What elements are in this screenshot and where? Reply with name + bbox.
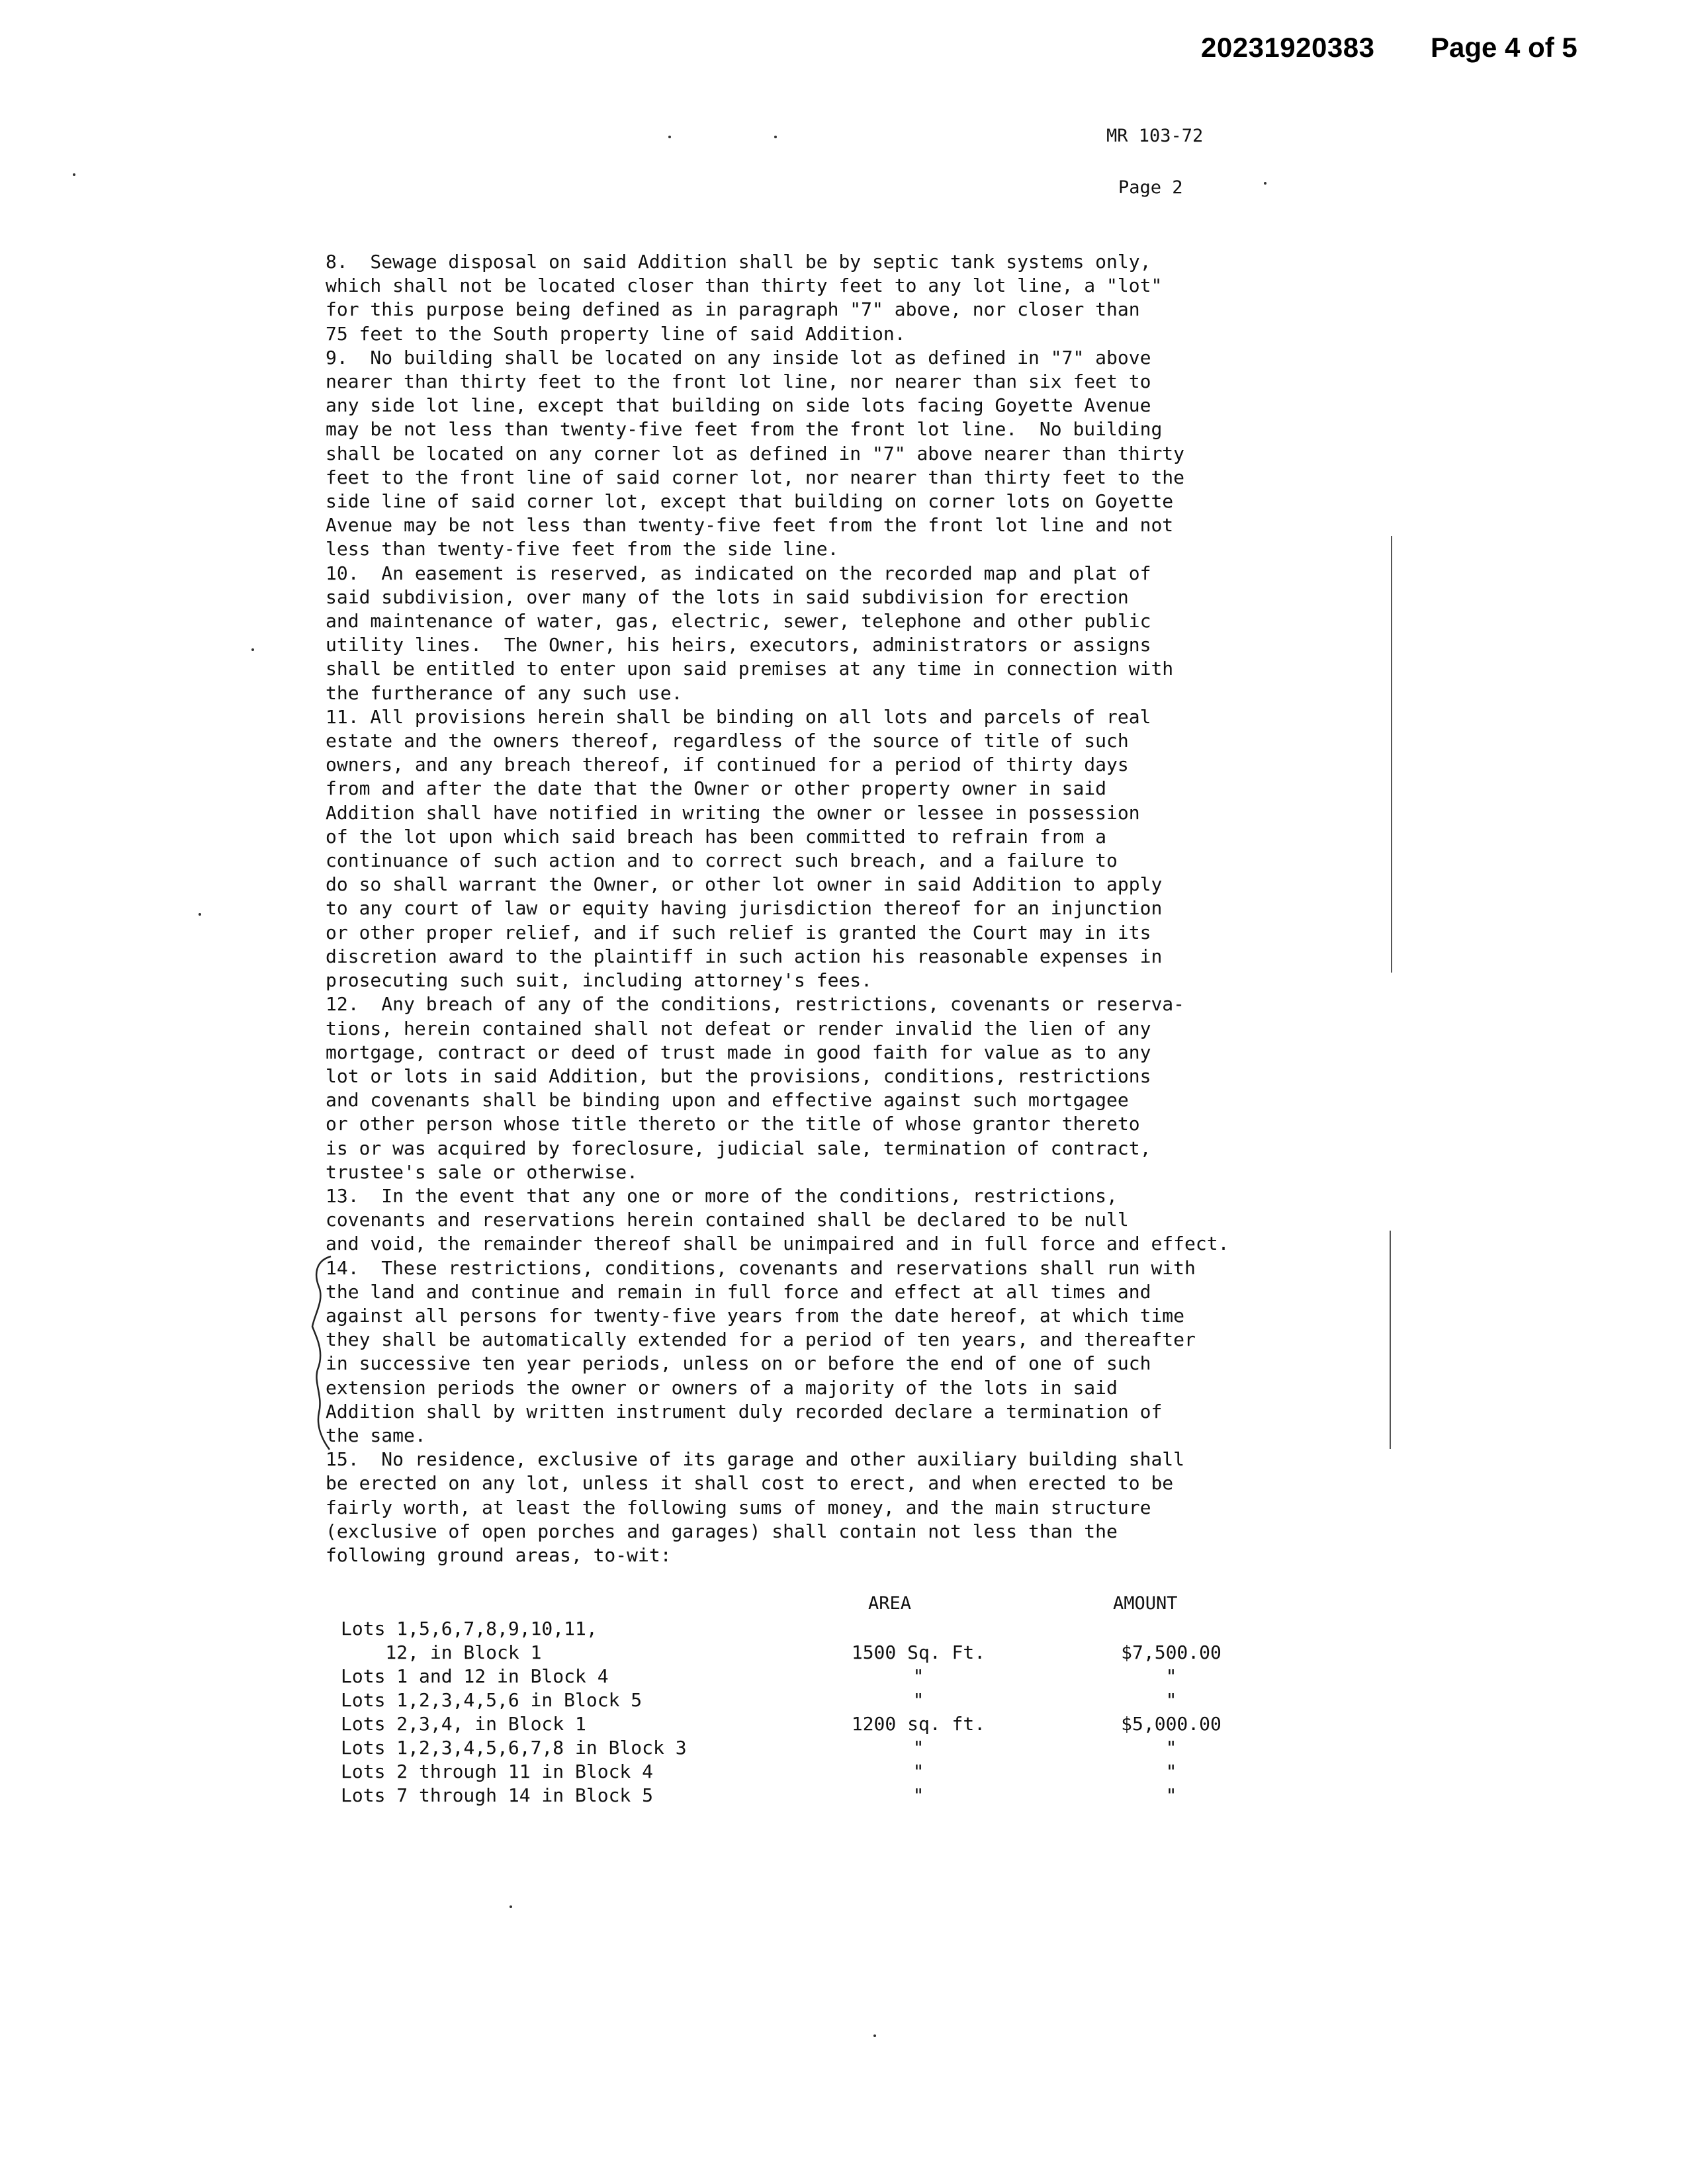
paragraph-line: the furtherance of any such use. (326, 681, 683, 704)
paragraph-line: estate and the owners thereof, regardless of the source of title of such (326, 730, 1129, 752)
paragraph-line: be erected on any lot, unless it shall cost to erect, and when erected to be (326, 1472, 1174, 1495)
paragraph-line: extension periods the owner or owners of a majority of the lots in said (326, 1376, 1118, 1399)
amount-cell: $5,000.00 (1121, 1713, 1222, 1735)
paragraph-line: shall be entitled to enter upon said premises at any time in connection with (326, 658, 1174, 680)
margin-line (1390, 1231, 1391, 1449)
recording-page-count: Page 4 of 5 (1431, 32, 1577, 63)
paragraph-line: tions, herein contained shall not defeat or render invalid the lien of any (326, 1017, 1151, 1039)
paragraph-line: against all persons for twenty-five years from the date hereof, at which time (326, 1304, 1185, 1327)
paragraph-line: Addition shall have notified in writing the owner or lessee in possession (326, 801, 1140, 824)
paragraph-line: Addition shall by written instrument duly recorded declare a termination of (326, 1400, 1163, 1422)
paragraph-line: said subdivision, over many of the lots in said subdivision for erection (326, 586, 1129, 608)
area-cell: " (912, 1761, 924, 1782)
paragraph-line: do so shall warrant the Owner, or other lot owner in said Addition to apply (326, 873, 1163, 896)
paragraph-line: the same. (326, 1424, 426, 1446)
amount-cell: " (1165, 1665, 1177, 1687)
paragraph-line: and maintenance of water, gas, electric, sewer, telephone and other public (326, 610, 1151, 633)
paragraph-line: or other proper relief, and if such relief is granted the Court may in its (326, 921, 1151, 943)
paragraph-line: less than twenty-five feet from the side line. (326, 538, 839, 560)
paragraph-line: they shall be automatically extended for a period of ten years, and thereafter (326, 1329, 1196, 1351)
scan-speck (873, 2034, 876, 2037)
paragraph-8 (326, 250, 1345, 346)
area-cell: " (912, 1689, 924, 1711)
paragraph-line: from and after the date that the Owner or other property owner in said (326, 777, 1107, 800)
paragraph-line: following ground areas, to-wit: (326, 1544, 672, 1566)
paragraph-line: covenants and reservations herein contained shall be declared to be null (326, 1209, 1129, 1231)
paragraph-line: the land and continue and remain in full force and effect at all times and (326, 1280, 1151, 1303)
paragraph-line: mortgage, contract or deed of trust made in good faith for value as to any (326, 1041, 1151, 1063)
paragraph-line: utility lines. The Owner, his heirs, executors, administrators or assigns (326, 634, 1151, 656)
paragraph-line: trustee's sale or otherwise. (326, 1160, 639, 1183)
paragraph-line: to any court of law or equity having jurisdiction thereof for an injunction (326, 897, 1163, 920)
amount-cell: " (1165, 1737, 1177, 1759)
paragraph-line: nearer than thirty feet to the front lot line, nor nearer than six feet to (326, 371, 1151, 393)
paragraph-line: fairly worth, at least the following sums of money, and the main structure (326, 1496, 1151, 1518)
paragraph-line: feet to the front line of said corner lot, nor nearer than thirty feet to the (326, 466, 1185, 488)
scan-speck (251, 648, 254, 651)
area-cell: 1200 sq. ft. (851, 1713, 986, 1735)
paragraph-line: or other person whose title thereto or the title of whose grantor thereto (326, 1113, 1140, 1135)
paragraph-line: 9. No building shall be located on any inside lot as defined in "7" above (326, 346, 1151, 369)
paragraph-line: any side lot line, except that building on side lots facing Goyette Avenue (326, 394, 1151, 417)
area-cell: " (912, 1784, 924, 1806)
lots-cell: Lots 1,5,6,7,8,9,10,11, (341, 1618, 598, 1639)
paragraph-11 (326, 705, 1345, 992)
paragraph-line: Avenue may be not less than twenty-five feet from the front lot line and not (326, 514, 1174, 537)
scan-speck (510, 1905, 512, 1908)
amount-cell: " (1165, 1689, 1177, 1711)
paragraph-line: which shall not be located closer than thirty feet to any lot line, a "lot" (326, 275, 1163, 297)
scan-speck (1264, 182, 1266, 185)
area-cell: " (912, 1665, 924, 1687)
lots-cell: 12, in Block 1 (341, 1641, 542, 1663)
lots-cell: Lots 1,2,3,4,5,6,7,8 in Block 3 (341, 1737, 687, 1759)
lots-cell: Lots 2,3,4, in Block 1 (341, 1713, 586, 1735)
paragraph-14 (326, 1256, 1345, 1448)
paragraph-10 (326, 562, 1345, 705)
recording-number: 20231920383 (1201, 32, 1375, 63)
paragraph-line: shall be located on any corner lot as defined in "7" above nearer than thirty (326, 442, 1185, 464)
paragraph-line: 12. Any breach of any of the conditions, restrictions, covenants or reserva- (326, 993, 1185, 1016)
amount-cell: " (1165, 1784, 1177, 1806)
document-reference: MR 103-72 (1106, 126, 1204, 146)
paragraph-line: and covenants shall be binding upon and effective against such mortgagee (326, 1089, 1129, 1112)
paragraph-line: 10. An easement is reserved, as indicated on the recorded map and plat of (326, 562, 1151, 584)
area-cell: 1500 Sq. Ft. (851, 1641, 986, 1663)
paragraph-line: lot or lots in said Addition, but the provisions, conditions, restrictions (326, 1065, 1151, 1087)
paragraph-line: 11. All provisions herein shall be binding on all lots and parcels of real (326, 705, 1151, 728)
scan-speck (73, 173, 75, 176)
paragraph-line: side line of said corner lot, except that building on corner lots on Goyette (326, 490, 1174, 513)
scan-speck (199, 913, 201, 916)
paragraph-15 (326, 1448, 1345, 1567)
page-label: Page 2 (1118, 177, 1183, 198)
handwritten-bracket-mark (310, 1254, 336, 1452)
paragraph-line: and void, the remainder thereof shall be unimpaired and in full force and effect. (326, 1233, 1229, 1255)
paragraph-line: may be not less than twenty-five feet from the front lot line. No building (326, 418, 1163, 441)
paragraph-13 (326, 1184, 1345, 1256)
paragraph-line: 13. In the event that any one or more of the conditions, restrictions, (326, 1184, 1118, 1207)
paragraph-9 (326, 346, 1345, 562)
covenant-paragraphs (326, 250, 1345, 1567)
paragraph-line: 75 feet to the South property line of said Addition. (326, 322, 906, 345)
scan-speck (668, 136, 671, 138)
lots-cell: Lots 7 through 14 in Block 5 (341, 1784, 654, 1806)
lots-cell: Lots 1 and 12 in Block 4 (341, 1665, 609, 1687)
paragraph-line: discretion award to the plaintiff in such action his reasonable expenses in (326, 945, 1163, 967)
amount-cell: $7,500.00 (1121, 1641, 1222, 1663)
area-cell: " (912, 1737, 924, 1759)
paragraph-line: 8. Sewage disposal on said Addition shall be by septic tank systems only, (326, 251, 1151, 273)
paragraph-line: continuance of such action and to correct such breach, and a failure to (326, 850, 1118, 872)
paragraph-line: in successive ten year periods, unless on or before the end of one of such (326, 1352, 1151, 1375)
scan-speck (774, 136, 777, 138)
paragraph-12 (326, 992, 1345, 1184)
paragraph-line: 14. These restrictions, conditions, covenants and reservations shall run with (326, 1256, 1196, 1279)
table-header-amount: AMOUNT (1113, 1593, 1178, 1614)
paragraph-line: (exclusive of open porches and garages) shall contain not less than the (326, 1520, 1118, 1542)
amount-cell: " (1165, 1761, 1177, 1782)
paragraph-line: for this purpose being defined as in paragraph "7" above, nor closer than (326, 298, 1140, 321)
table-header-area: AREA (868, 1593, 912, 1614)
paragraph-line: 15. No residence, exclusive of its garage and other auxiliary building shall (326, 1448, 1185, 1471)
margin-line (1391, 536, 1392, 973)
paragraph-line: prosecuting such suit, including attorney's fees. (326, 969, 873, 992)
lots-cell: Lots 2 through 11 in Block 4 (341, 1761, 654, 1782)
paragraph-line: owners, and any breach thereof, if continued for a period of thirty days (326, 754, 1129, 776)
paragraph-line: is or was acquired by foreclosure, judicial sale, termination of contract, (326, 1137, 1151, 1159)
paragraph-line: of the lot upon which said breach has been committed to refrain from a (326, 825, 1107, 848)
lots-cell: Lots 1,2,3,4,5,6 in Block 5 (341, 1689, 643, 1711)
